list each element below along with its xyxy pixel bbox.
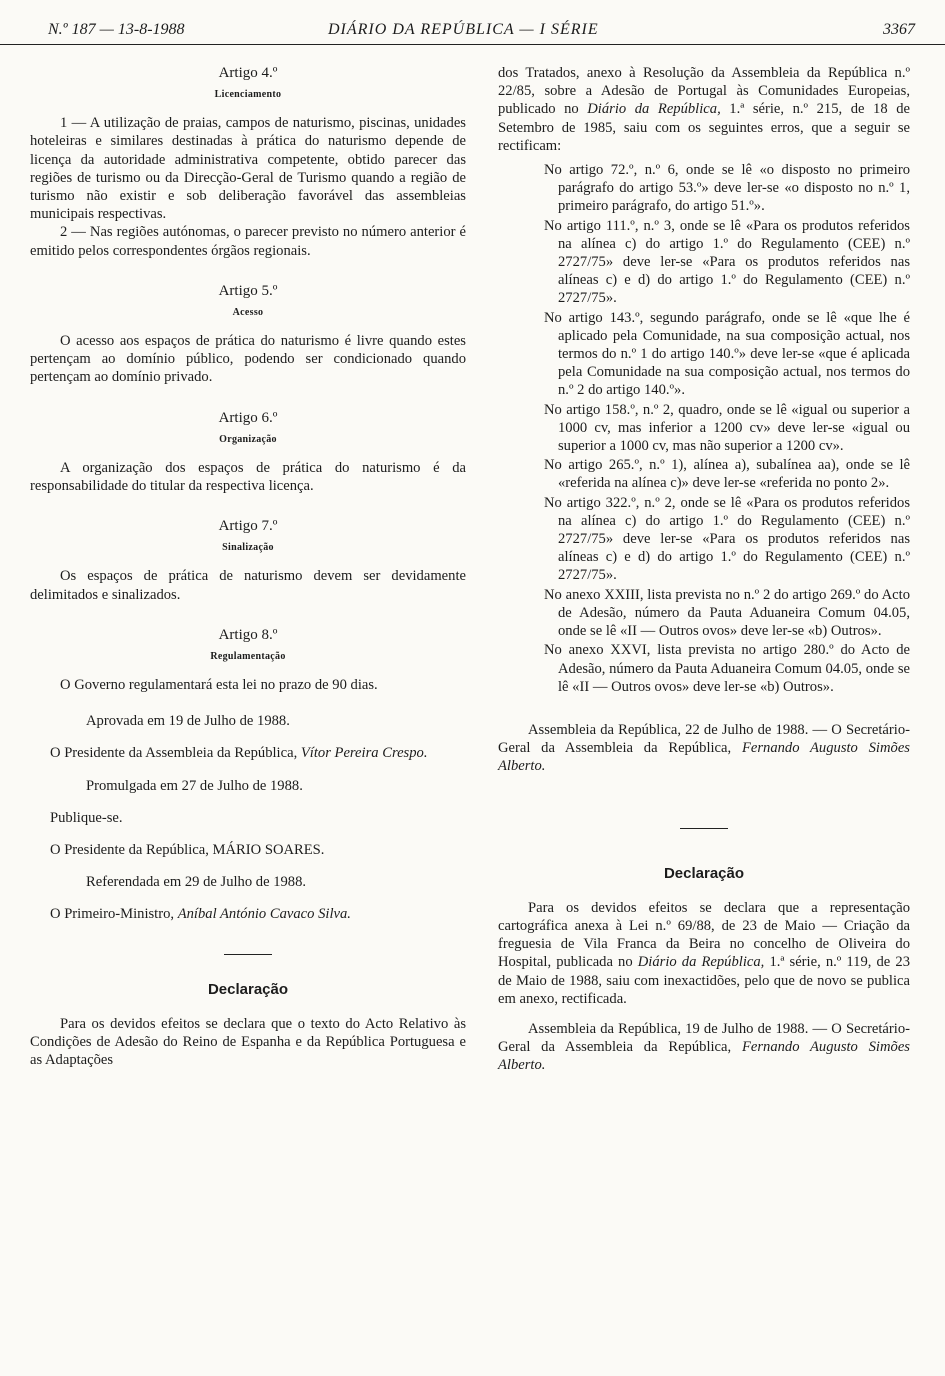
- republic-president-label: O Presidente da República,: [50, 842, 209, 859]
- article-5-paragraph: O acesso aos espaços de prática do naturismo é livre quando estes pertençam ao domínio público, podendo ser condicionado quando pertençam ao domínio privado.: [30, 333, 466, 386]
- article-6-paragraph: A organização dos espaços de prática do naturismo é da responsabilidade do titular da respectiva licença.: [30, 459, 466, 495]
- correction-item: No anexo XXIII, lista prevista no n.º 2 do artigo 269.º do Acto de Adesão, número da Pauta Aduaneira Comum 04.05, onde se lê «II — Outros ovos» deve ler-se «b) Outros».: [544, 586, 910, 640]
- map-declaration-journal: Diário da República,: [637, 954, 765, 971]
- approved-date: Aprovada em 19 de Julho de 1988.: [86, 713, 290, 730]
- correction-item: No artigo 72.º, n.º 6, onde se lê «o disposto no primeiro parágrafo do artigo 53.º» deve ler-se «o disposto no n.º 1, primeiro parágrafo, do artigo 51.º».: [544, 162, 910, 215]
- map-declaration-signature: [498, 1020, 910, 1075]
- treaty-signature: [498, 721, 910, 776]
- correction-item: No artigo 158.º, n.º 2, quadro, onde se lê «igual ou superior a 1000 cv, mas inferior a 1200 cv» deve ler-se «igual ou superior a 1000 cv, mas não superior a 1200 cv».: [544, 401, 910, 455]
- journal-title: DIÁRIO DA REPÚBLICA — I SÉRIE: [328, 21, 599, 38]
- article-8-title: Artigo 8.º: [218, 626, 278, 643]
- prime-minister-label: O Primeiro-Ministro,: [50, 906, 175, 923]
- treaty-intro-text-c: 1.ª série, n.º 215, de 18 de Setembro de 1985, saiu com os seguintes erros, que a seguir se rectificam:: [498, 101, 910, 154]
- map-declaration-text-a: Para os devidos efeitos se declara que a representação cartográfica anexa à Lei n.º 69/88, de 23 de Maio — Criação da freguesia de Vila Franca da Beira no concelho de Oliveira do Hospital, publicada no: [498, 899, 910, 971]
- map-declaration-paragraph: [498, 899, 910, 1008]
- assembly-president-label: O Presidente da Assembleia da República,: [50, 745, 298, 762]
- map-signature-name: Fernando Augusto Simões Alberto.: [498, 1039, 910, 1074]
- article-8-paragraph: O Governo regulamentará esta lei no prazo de 90 dias.: [60, 677, 378, 694]
- correction-item: No artigo 265.º, n.º 1), alínea a), subalínea aa), onde se lê «referida na alínea c)» deve ler-se «referida no ponto 2».: [544, 457, 910, 492]
- declaration-paragraph: Para os devidos efeitos se declara que o texto do Acto Relativo às Condições de Adesão do Reino de Espanha e da República Portuguesa e as Adaptações: [30, 1015, 466, 1069]
- article-4-paragraph-1: 1 — A utilização de praias, campos de naturismo, piscinas, unidades hoteleiras e similares destinadas à prática do naturismo depende de licença da autoridade administrativa competente, obtido parecer das regiões de turismo ou da Direcção-Geral de Turismo quando a região de turismo não existir e sob deliberação favorável das assembleias municipais respectivas.: [30, 115, 466, 223]
- publish-order: Publique-se.: [50, 809, 123, 826]
- correction-item: No artigo 111.º, n.º 3, onde se lê «Para os produtos referidos na alínea c) do artigo 1.º do Regulamento (CEE) n.º 2727/75» deve ler-se «Para os produtos referidos nas alíneas c) e d) do artigo 1.º do Regulamento (CEE) n.º 2727/75».: [544, 217, 910, 307]
- article-7-paragraph: Os espaços de prática de naturismo devem ser devidamente delimitados e sinalizados.: [30, 568, 466, 603]
- declaration-title-2: Declaração: [663, 864, 745, 882]
- article-4-title: Artigo 4.º: [218, 65, 278, 81]
- assembly-president-signature: [30, 744, 466, 762]
- article-5-subtitle: Acesso: [232, 306, 264, 318]
- treaty-signature-name: Fernando Augusto Simões Alberto.: [498, 740, 910, 775]
- prime-minister-signature: [30, 905, 466, 923]
- section-divider: [680, 828, 728, 829]
- article-7-subtitle: Sinalização: [222, 542, 274, 554]
- countersigned-date: Referendada em 29 de Julho de 1988.: [86, 874, 307, 891]
- treaty-intro-paragraph: [498, 64, 910, 155]
- republic-president-signature: [30, 841, 466, 859]
- prime-minister-name: Aníbal António Cavaco Silva.: [177, 906, 351, 923]
- map-declaration-text-c: 1.ª série, n.º 119, de 23 de Maio de 1988, saiu com inexactidões, pelo que de novo se publica em anexo, rectificada.: [498, 954, 910, 1007]
- article-6-subtitle: Organização: [219, 433, 277, 445]
- left-column: [30, 64, 466, 1070]
- correction-item: No anexo XXVI, lista prevista no artigo 280.º do Acto de Adesão, número da Pauta Aduaneira Comum 04.05, onde se lê «II — Outros ovos» deve ler-se «b) Outros».: [544, 642, 910, 695]
- treaty-signature-text: Assembleia da República, 22 de Julho de 1988. — O Secretário-Geral da Assembleia da República,: [498, 721, 910, 757]
- article-5-title: Artigo 5.º: [218, 282, 278, 299]
- article-4-subtitle: Licenciamento: [214, 89, 282, 100]
- article-6-title: Artigo 6.º: [218, 409, 278, 426]
- page-header: [0, 18, 945, 45]
- section-divider: [224, 954, 272, 955]
- corrections-list: [498, 161, 910, 696]
- treaty-intro-text-a: dos Tratados, anexo à Resolução da Assembleia da República n.º 22/85, sobre a Adesão de Portugal às Comunidades Europeias, publicado no: [498, 65, 910, 118]
- right-column: [498, 64, 910, 1075]
- correction-item: No artigo 143.º, segundo parágrafo, onde se lê «que lhe é aplicado pela Comunidade, na sua composição actual, nos termos do n.º 1 do artigo 140.º» deve ler-se «que é aplicada pela Comunidade na sua composição actual, nos termos do n.º 2 do artigo 140.º».: [544, 309, 910, 399]
- page-number: 3367: [883, 21, 915, 38]
- map-signature-text: Assembleia da República, 19 de Julho de 1988. — O Secretário-Geral da Assembleia da República,: [498, 1020, 910, 1056]
- republic-president-name: MÁRIO SOARES.: [212, 842, 325, 859]
- assembly-president-name: Vítor Pereira Crespo.: [300, 745, 428, 762]
- article-8-subtitle: Regulamentação: [210, 650, 286, 662]
- correction-item: No artigo 322.º, n.º 2, onde se lê «Para os produtos referidos na alínea c) do artigo 1.º do Regulamento (CEE) n.º 2727/75» deve ler-se «Para os produtos referidos nas alíneas c) e d) do artigo 1.º do Regulamento (CEE) n.º 2727/75».: [544, 494, 910, 584]
- article-4-paragraph-2: 2 — Nas regiões autónomas, o parecer previsto no número anterior é emitido pelos correspondentes órgãos regionais.: [30, 224, 466, 259]
- declaration-title: Declaração: [207, 980, 289, 998]
- treaty-intro-journal: Diário da República,: [587, 101, 721, 118]
- promulgated-date: Promulgada em 27 de Julho de 1988.: [86, 777, 303, 794]
- article-7-title: Artigo 7.º: [218, 518, 278, 535]
- issue-number-date: N.º 187 — 13-8-1988: [48, 21, 185, 38]
